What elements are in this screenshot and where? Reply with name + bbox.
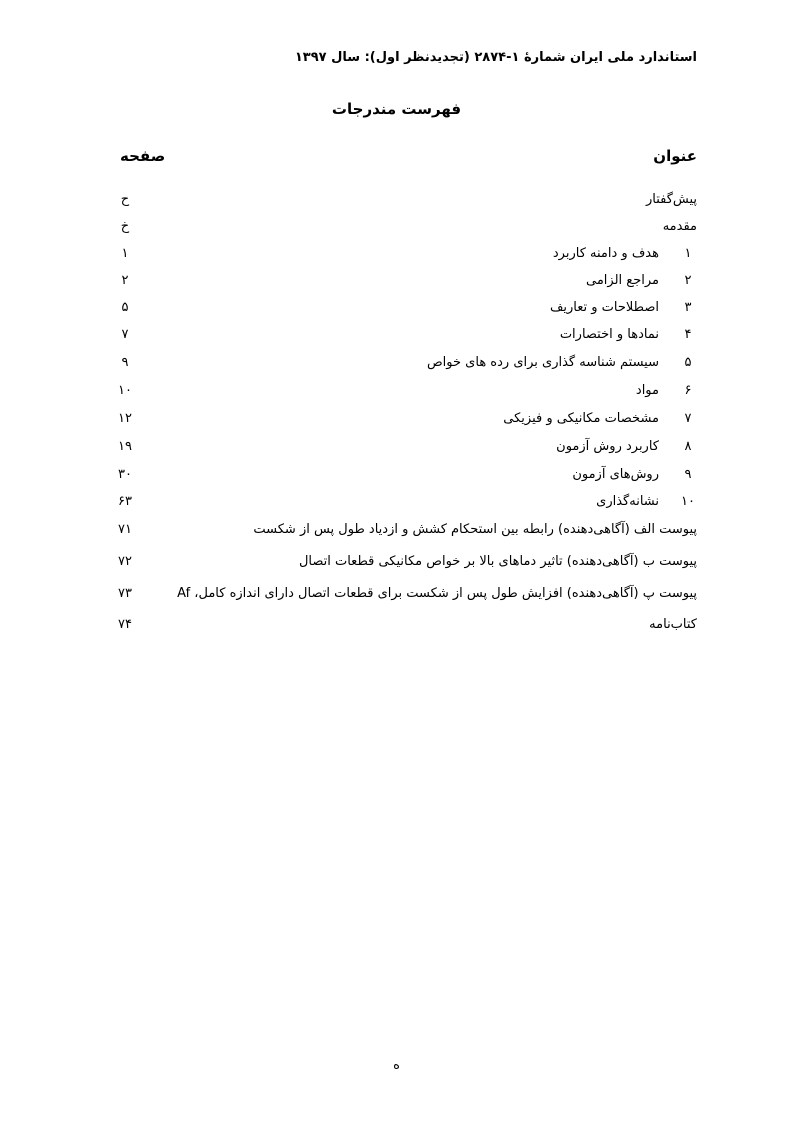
toc-entry-number: ۹ (684, 467, 692, 482)
toc-entry-annex-b[interactable] (110, 554, 697, 578)
toc-entry-label: کاربرد روش آزمون (556, 439, 659, 454)
toc-entry-3[interactable] (110, 300, 697, 324)
toc-entry-5[interactable] (110, 355, 697, 379)
toc-entry-page: ح (120, 192, 130, 207)
toc-entry-introduction[interactable] (110, 219, 697, 243)
toc-entry-page: ۷۳ (118, 586, 132, 601)
toc-entry-label: پیش‌گفتار (645, 192, 697, 207)
toc-entry-number: ۸ (684, 439, 692, 454)
toc-entry-page: ۳۰ (118, 467, 132, 482)
toc-entry-page: ۷ (121, 327, 129, 342)
toc-entry-number: ۴ (684, 327, 692, 342)
toc-entry-page: ۲ (121, 273, 129, 288)
toc-entry-8[interactable] (110, 439, 697, 463)
toc-entry-6[interactable] (110, 383, 697, 407)
toc-entry-page: ۶۳ (118, 494, 132, 509)
toc-entry-label: پیوست ب (آگاهی‌دهنده) تاثیر دماهای بالا بر خواص مکانیکی قطعات اتصال (298, 554, 697, 569)
toc-entry-2[interactable] (110, 273, 697, 297)
toc-entry-label: سیستم شناسه گذاری برای رده های خواص (426, 355, 659, 370)
toc-entry-number: ۳ (684, 300, 692, 315)
toc-entry-page: ۷۱ (118, 522, 132, 537)
toc-entry-number: ۱ (684, 246, 692, 261)
toc-title: فهرست مندرجات (331, 100, 462, 118)
toc-entry-page: ۵ (121, 300, 129, 315)
toc-entry-label: نشانه‌گذاری (596, 494, 659, 509)
toc-entry-annex-a[interactable] (110, 522, 697, 546)
toc-entry-10[interactable] (110, 494, 697, 518)
document-header: استاندارد ملی ایران شمارهٔ ۱-۲۸۷۴ (تجدیدنظر اول): سال ۱۳۹۷ (294, 50, 697, 65)
toc-entry-number: ۵ (684, 355, 692, 370)
toc-entry-page: خ (120, 219, 130, 234)
toc-entry-4[interactable] (110, 327, 697, 351)
toc-entry-label: مواد (635, 383, 659, 398)
toc-entry-label: نمادها و اختصارات (559, 327, 659, 342)
toc-entry-label: کتاب‌نامه (649, 617, 697, 632)
toc-entry-label: هدف و دامنه کاربرد (552, 246, 659, 261)
toc-entry-page: ۱۲ (118, 411, 132, 426)
toc-entry-label: روش‌های آزمون (572, 467, 659, 482)
toc-entry-number: ۶ (684, 383, 692, 398)
toc-entry-page: ۱۹ (118, 439, 132, 454)
toc-entry-label: پیوست الف (آگاهی‌دهنده) رابطه بین استحکام کشش و ازدیاد طول پس از شکست (253, 522, 697, 537)
column-heading-title: عنوان (653, 147, 697, 165)
toc-entry-page: ۱ (121, 246, 129, 261)
toc-entry-annex-c[interactable] (110, 586, 697, 610)
toc-entry-page: ۷۲ (118, 554, 132, 569)
toc-entry-page: ۱۰ (118, 383, 132, 398)
toc-entry-label: اصطلاحات و تعاریف (549, 300, 659, 315)
toc-entry-label: پیوست پ (آگاهی‌دهنده) افزایش طول پس از شکست برای قطعات اتصال دارای اندازه کامل، Af (177, 586, 697, 601)
toc-entry-1[interactable] (110, 246, 697, 270)
toc-entry-number: ۱۰ (681, 494, 695, 509)
toc-entry-7[interactable] (110, 411, 697, 435)
toc-entry-label: مشخصات مکانیکی و فیزیکی (503, 411, 659, 426)
toc-entry-preface[interactable] (110, 192, 697, 216)
toc-entry-page: ۷۴ (118, 617, 132, 632)
toc-entry-number: ۷ (684, 411, 692, 426)
toc-entry-bibliography[interactable] (110, 617, 697, 641)
toc-entry-9[interactable] (110, 467, 697, 491)
toc-entry-number: ۲ (684, 273, 692, 288)
toc-entry-page: ۹ (121, 355, 129, 370)
page-number: ه (393, 1058, 400, 1073)
toc-entry-label: مراجع الزامی (586, 273, 659, 288)
column-heading-page: صفحه (120, 147, 166, 165)
toc-entry-label: مقدمه (662, 219, 697, 234)
